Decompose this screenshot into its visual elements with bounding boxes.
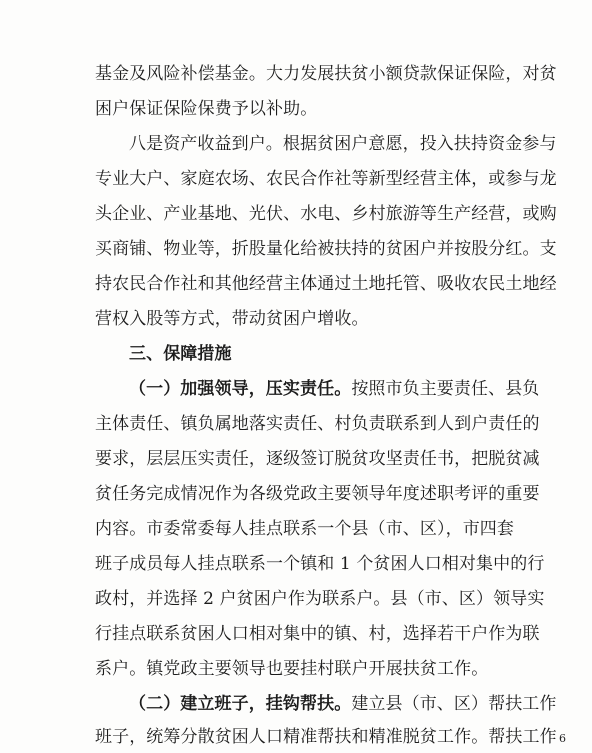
- text-line: 专业大户、家庭农场、农民合作社等新型经营主体，或参与龙: [95, 169, 557, 189]
- text-line: 营权入股等方式，带动贫困户增收。: [95, 309, 369, 329]
- subheading: （一）加强领导，压实责任。: [129, 379, 352, 399]
- text-line: 班子，统筹分散贫困人口精准帮扶和精准脱贫工作。帮扶工作: [95, 727, 557, 747]
- paragraph-first-line: [129, 379, 539, 399]
- text-line: 主体责任、镇负属地落实责任、村负责联系到人到户责任的: [95, 414, 540, 434]
- page-number: 6: [559, 732, 566, 745]
- text-run: 建立县（市、区）帮扶工作: [351, 694, 557, 714]
- text-line: 基金及风险补偿基金。大力发展扶贫小额贷款保证保险，对贫: [95, 64, 557, 84]
- text-line: 困户保证保险保费予以补助。: [95, 99, 318, 119]
- text-line: 要求，层层压实责任，逐级签订脱贫攻坚责任书，把脱贫减: [95, 449, 540, 469]
- text-line: 班子成员每人挂点联系一个镇和 1 个贫困人口相对集中的行: [95, 554, 545, 574]
- paragraph-first-line: 八是资产收益到户。根据贫困户意愿，投入扶持资金参与: [129, 134, 557, 154]
- section-heading: 三、保障措施: [129, 344, 232, 364]
- paragraph-first-line: [129, 694, 557, 714]
- text-line: 买商铺、物业等，折股量化给被扶持的贫困户并按股分红。支: [95, 239, 557, 259]
- text-line: 系户。镇党政主要领导也要挂村联户开展扶贫工作。: [95, 659, 489, 679]
- text-line: 行挂点联系贫困人口相对集中的镇、村，选择若干户作为联: [95, 624, 540, 644]
- text-line: 头企业、产业基地、光伏、水电、乡村旅游等生产经营，或购: [95, 204, 557, 224]
- text-line: 持农民合作社和其他经营主体通过土地托管、吸收农民土地经: [95, 274, 557, 294]
- subheading: （二）建立班子，挂钩帮扶。: [129, 694, 352, 714]
- text-line: 贫任务完成情况作为各级党政主要领导年度述职考评的重要: [95, 484, 540, 504]
- text-line: 内容。市委常委每人挂点联系一个县（市、区），市四套: [95, 519, 514, 539]
- text-run: 按照市负主要责任、县负: [351, 379, 540, 399]
- text-line: 政村，并选择 2 户贫困户作为联系户。县（市、区）领导实: [95, 589, 545, 609]
